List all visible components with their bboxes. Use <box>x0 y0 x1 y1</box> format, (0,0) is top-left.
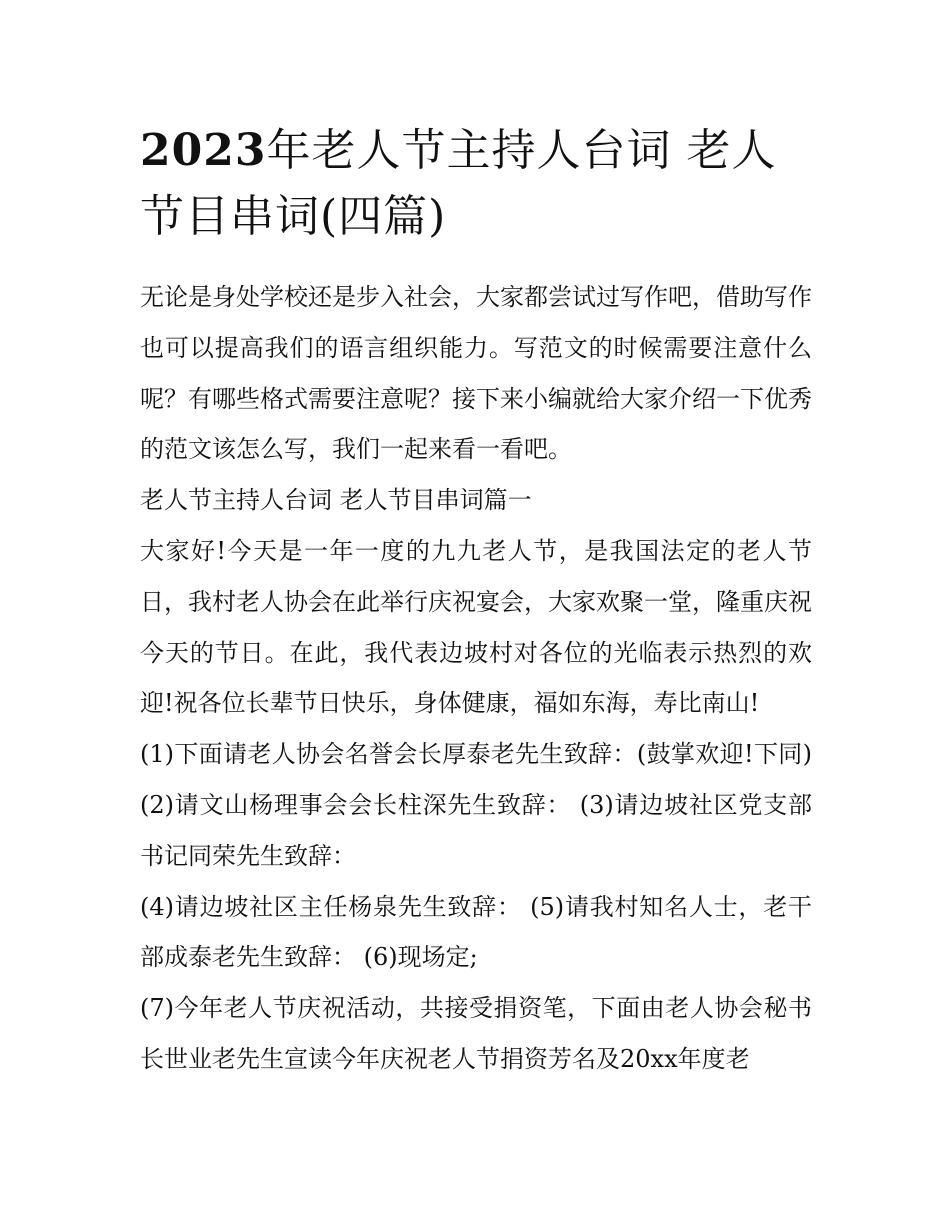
document-title <box>140 118 812 250</box>
document-page <box>140 118 812 1085</box>
section-heading: 老人节主持人台词 老人节目串词篇一 <box>140 486 532 515</box>
program-items-1-3: (1)下面请老人协会名誉会长厚泰老先生致辞：(鼓掌欢迎!下同) (2)请文山杨理事会会长柱深先生致辞： (3)请边坡社区党支部书记同荣先生致辞： <box>140 740 812 870</box>
program-item-7: (7)今年老人节庆祝活动，共接受捐资笔，下面由老人协会秘书长世业老先生宣读今年庆祝老人节捐资芳名及20xx年度老 <box>140 994 812 1073</box>
greeting-paragraph: 大家好!今天是一年一度的九九老人节，是我国法定的老人节日，我村老人协会在此举行庆祝宴会，大家欢聚一堂，隆重庆祝今天的节日。在此，我代表边坡村对各位的光临表示热烈的欢迎!祝各位长辈节日快乐，身体健康，福如东海，寿比南山! <box>140 536 812 718</box>
title-year: 2023 <box>140 125 267 176</box>
program-items-4-6: (4)请边坡社区主任杨泉先生致辞： (5)请我村知名人士，老干部成泰老先生致辞： (6)现场定; <box>140 892 812 972</box>
intro-paragraph: 无论是身处学校还是步入社会，大家都尝试过写作吧，借助写作也可以提高我们的语言组织能力。写范文的时候需要注意什么呢？有哪些格式需要注意呢？接下来小编就给大家介绍一下优秀的范文该怎么写，我们一起来看一看吧。 <box>140 283 812 464</box>
title-text: 年老人节主持人台词 老人节目串词(四篇) <box>140 125 777 242</box>
